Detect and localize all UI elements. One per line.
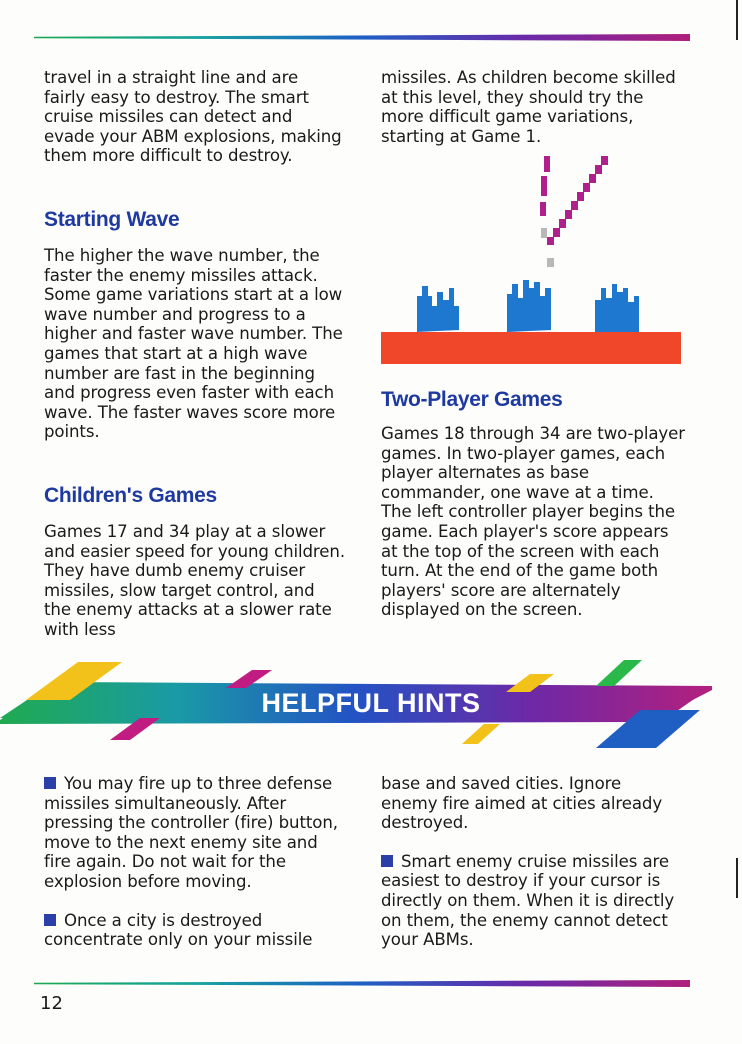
game-illustration (381, 150, 681, 370)
missile-trail-right-tip (547, 258, 554, 267)
hint-1 (44, 774, 344, 892)
bottom-divider (34, 980, 690, 987)
accent-green-right (596, 660, 642, 686)
intro-text: travel in a straight line and are fairly easy to destroy. The smart cruise missiles can detect and evade your ABM explosions, making them more difficult to destroy. (44, 68, 342, 166)
banner-title: HELPFUL HINTS (261, 688, 481, 718)
city-middle (507, 280, 551, 332)
starting-wave-heading: Starting Wave (44, 208, 180, 231)
page-edge-top (736, 0, 738, 40)
starting-wave-text: The higher the wave number, the faster the enemy missiles attack. Some game variations start at a low wave number and progress to a higher and faster wave number. The games that start at a high wave number are fast in the beginning and progress even faster with each wave. The faster waves score more points. (44, 246, 343, 442)
childrens-games-heading: Children's Games (44, 484, 217, 507)
hint-3 (381, 852, 681, 950)
two-player-text: Games 18 through 34 are two-player games. In two-player games, each player alternates as base commander, one wave at a time. The left controller player begins the game. Each player's score appears at the top of the screen with each turn. At the end of the game both players' score are alternately displayed on the screen. (381, 424, 685, 620)
ground-bar (381, 332, 681, 364)
starting-wave-section (44, 246, 344, 442)
left-intro (44, 68, 344, 166)
childrens-games-text: Games 17 and 34 play at a slower and easier speed for young children. They have dumb enemy cruiser missiles, slow target control, and the enemy attacks at a slower rate with less (44, 522, 345, 639)
missile-trail-right (547, 156, 608, 245)
missile-trail-left (540, 156, 550, 216)
childrens-games-section (44, 522, 346, 640)
hint-2 (44, 911, 344, 950)
accent-yellow-bottom (462, 724, 500, 744)
bullet-square-icon (381, 855, 393, 867)
two-player-section (381, 424, 687, 620)
hint-2-continuation: base and saved cities. Ignore enemy fire aimed at cities already destroyed. (381, 774, 663, 833)
bullet-square-icon (44, 777, 56, 789)
hints-left-column (44, 774, 344, 950)
hint-2-text: Once a city is destroyed concentrate only on your missile (44, 910, 313, 950)
top-divider (34, 34, 690, 41)
city-left (417, 286, 459, 332)
missile-trail-left-tip (541, 228, 547, 238)
city-right (595, 284, 639, 332)
right-continuation (381, 68, 681, 146)
hint-3-text: Smart enemy cruise missiles are easiest to destroy if your cursor is directly on them. When it is directly on them, the enemy cannot detect your ABMs. (381, 851, 675, 950)
continuation-text: missiles. As children become skilled at this level, they should try the more difficult game variations, starting at Game 1. (381, 68, 676, 146)
page-number: 12 (40, 993, 63, 1014)
bullet-square-icon (44, 914, 56, 926)
page-edge-bottom (736, 858, 738, 898)
hints-right-column (381, 774, 681, 950)
two-player-heading: Two-Player Games (381, 388, 563, 411)
hint-1-text: You may fire up to three defense missiles simultaneously. After pressing the controller (fire) button, move to the next enemy site and fire again. Do not wait for the explosion before moving. (44, 774, 338, 891)
